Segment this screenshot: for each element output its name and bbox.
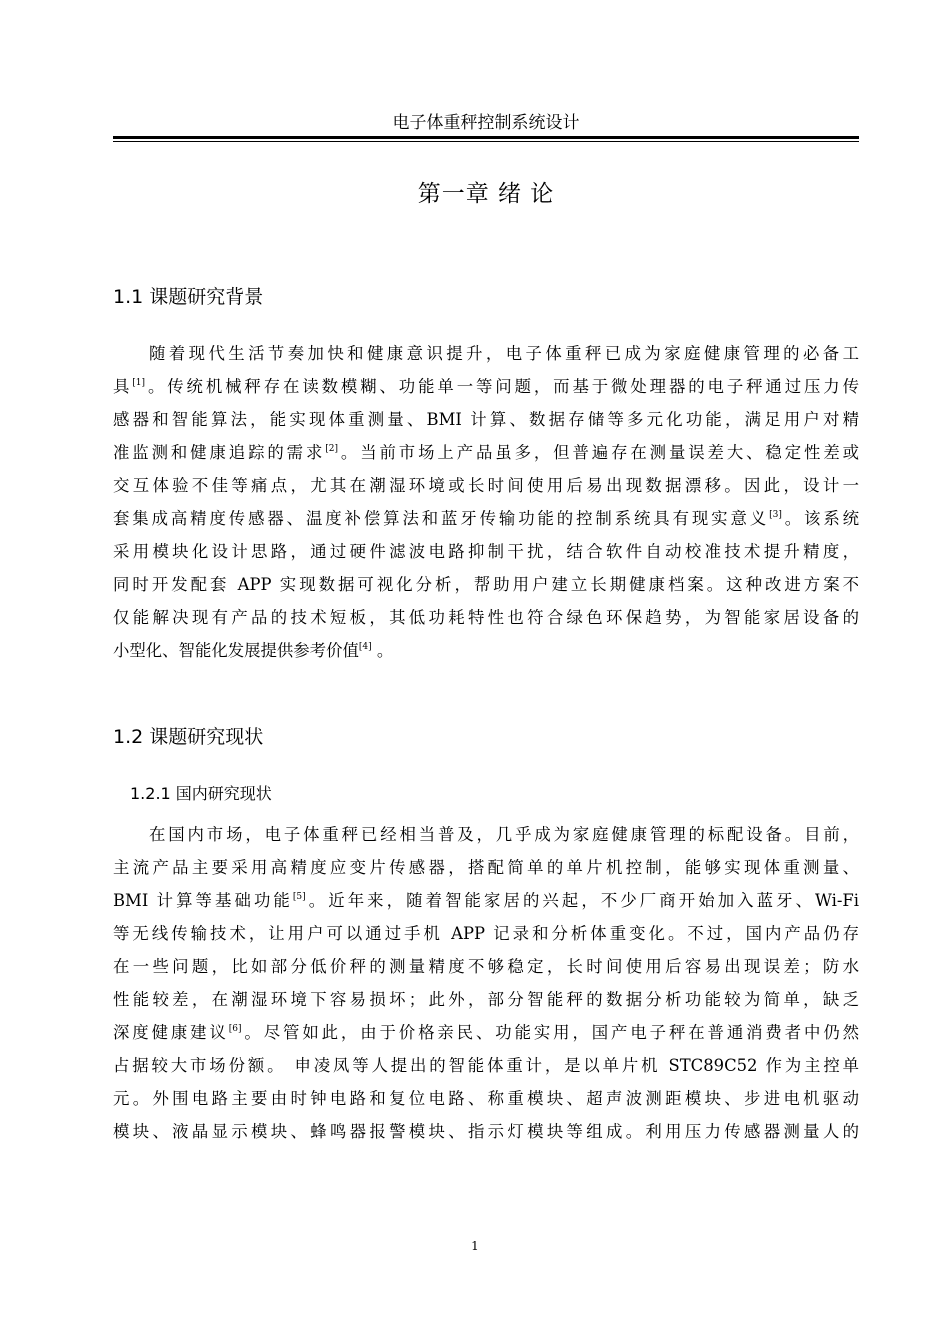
citation-1[interactable]: [1] bbox=[132, 378, 146, 388]
paragraph-line: 交互体验不佳等痛点，尤其在潮湿环境或长时间使用后易出现数据漂移。因此，设计一 bbox=[113, 476, 859, 495]
page-number: 1 bbox=[471, 1239, 479, 1253]
section-heading-1-2: 1.2 课题研究现状 bbox=[113, 726, 264, 748]
paragraph-line: 小型化、智能化发展提供参考价值[4] 。 bbox=[113, 641, 394, 660]
paragraph-line: 主流产品主要采用高精度应变片传感器，搭配简单的单片机控制，能够实现体重测量、 bbox=[113, 858, 859, 877]
paragraph-line: 采用模块化设计思路，通过硬件滤波电路抑制干扰，结合软件自动校准技术提升精度， bbox=[113, 542, 859, 561]
paragraph-domestic-status bbox=[113, 818, 859, 1148]
header-rule bbox=[113, 136, 859, 139]
paragraph-line: 占据较大市场份额。 申凌凤等人提出的智能体重计，是以单片机 STC89C52 作为主控单 bbox=[113, 1056, 859, 1075]
paragraph-line: 具[1]。传统机械秤存在读数模糊、功能单一等问题，而基于微处理器的电子秤通过压力传 bbox=[113, 377, 859, 396]
chapter-title: 第一章 绪 论 bbox=[417, 181, 555, 207]
paragraph-line: 仅能解决现有产品的技术短板，其低功耗特性也符合绿色环保趋势，为智能家居设备的 bbox=[113, 608, 859, 627]
paragraph-background bbox=[113, 337, 859, 667]
paragraph-line: 模块、液晶显示模块、蜂鸣器报警模块、指示灯模块等组成。利用压力传感器测量人的 bbox=[113, 1122, 859, 1141]
paragraph-line: 在一些问题，比如部分低价秤的测量精度不够稳定，长时间使用后容易出现误差；防水 bbox=[113, 957, 859, 976]
paragraph-line: 同时开发配套 APP 实现数据可视化分析，帮助用户建立长期健康档案。这种改进方案不 bbox=[113, 575, 859, 594]
citation-6[interactable]: [6] bbox=[228, 1024, 242, 1034]
section-heading-1-1: 1.1 课题研究背景 bbox=[113, 286, 264, 308]
citation-4[interactable]: [4] bbox=[358, 642, 372, 652]
paragraph-line: 等无线传输技术，让用户可以通过手机 APP 记录和分析体重变化。不过，国内产品仍存 bbox=[113, 924, 859, 943]
paragraph-line: 深度健康建议[6]。尽管如此，由于价格亲民、功能实用，国产电子秤在普通消费者中仍然 bbox=[113, 1023, 860, 1042]
paragraph-line: 随着现代生活节奏加快和健康意识提升，电子体重秤已成为家庭健康管理的必备工 bbox=[149, 344, 859, 363]
paragraph-line: 感器和智能算法，能实现体重测量、BMI 计算、数据存储等多元化功能，满足用户对精 bbox=[113, 410, 859, 429]
paragraph-line: 元。外围电路主要由时钟电路和复位电路、称重模块、超声波测距模块、步进电机驱动 bbox=[113, 1089, 859, 1108]
paragraph-line: BMI 计算等基础功能[5]。近年来，随着智能家居的兴起，不少厂商开始加入蓝牙、Wi-Fi bbox=[113, 891, 860, 910]
paragraph-line: 在国内市场，电子体重秤已经相当普及，几乎成为家庭健康管理的标配设备。目前， bbox=[149, 825, 859, 844]
paragraph-line: 准监测和健康追踪的需求[2]。当前市场上产品虽多，但普遍存在测量误差大、稳定性差或 bbox=[113, 443, 860, 462]
citation-5[interactable]: [5] bbox=[292, 892, 306, 902]
header-rule-thin bbox=[113, 141, 859, 142]
citation-3[interactable]: [3] bbox=[769, 510, 782, 520]
paragraph-line: 套集成高精度传感器、温度补偿算法和蓝牙传输功能的控制系统具有现实意义[3]。该系统 bbox=[113, 509, 860, 528]
subsection-heading-1-2-1: 1.2.1 国内研究现状 bbox=[130, 784, 272, 803]
citation-2[interactable]: [2] bbox=[325, 444, 339, 454]
paragraph-line: 性能较差，在潮湿环境下容易损坏；此外，部分智能秤的数据分析功能较为简单，缺乏 bbox=[113, 990, 859, 1009]
running-header: 电子体重秤控制系统设计 bbox=[392, 113, 580, 133]
